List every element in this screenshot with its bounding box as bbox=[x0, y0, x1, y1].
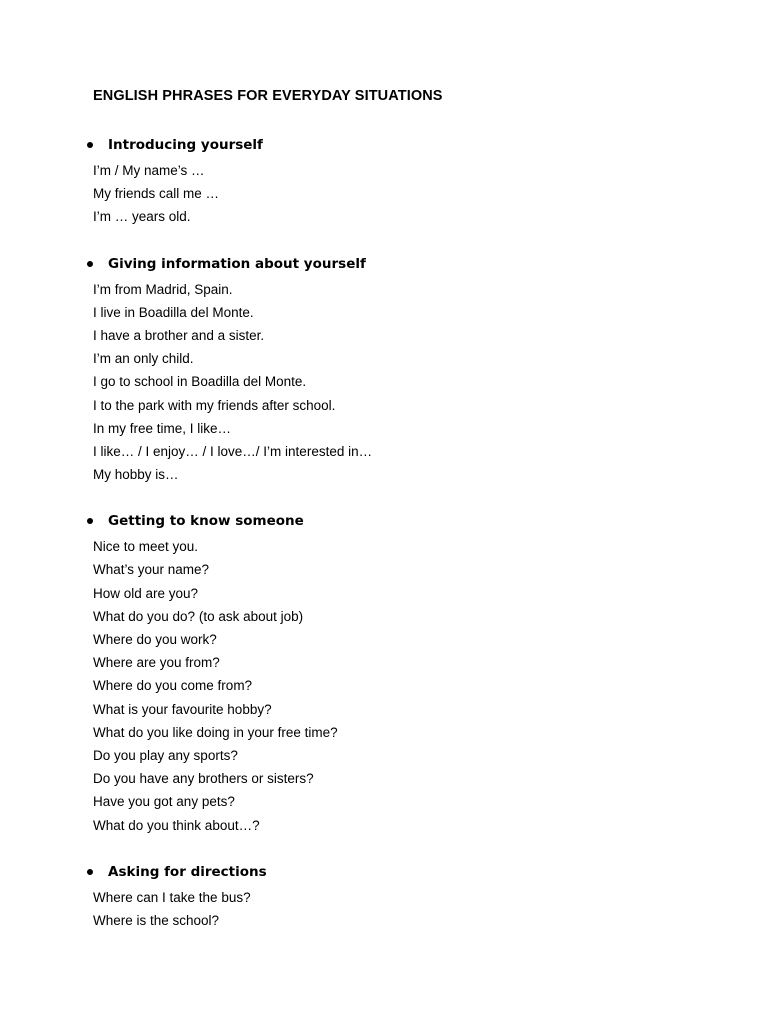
document-page bbox=[93, 86, 733, 956]
phrase-list bbox=[93, 886, 733, 932]
phrase-item: My friends call me … bbox=[93, 186, 220, 202]
section-heading bbox=[87, 134, 733, 156]
phrase-item: Where can I take the bus? bbox=[93, 889, 251, 905]
phrase-item: How old are you? bbox=[93, 585, 199, 601]
phrase-item: Nice to meet you. bbox=[93, 539, 199, 555]
phrase-item: I’m / My name’s … bbox=[93, 163, 205, 178]
bullet-icon bbox=[87, 261, 93, 267]
phrase-item: My hobby is… bbox=[93, 467, 179, 483]
phrase-item: I’m an only child. bbox=[93, 351, 194, 367]
phrase-item: What do you think about…? bbox=[93, 817, 260, 833]
section-heading-text: Giving information about yourself bbox=[108, 255, 366, 272]
phrase-item: What do you like doing in your free time? bbox=[93, 724, 338, 740]
section-heading-text: Introducing yourself bbox=[108, 137, 263, 153]
phrase-item: Do you have any brothers or sisters? bbox=[93, 771, 314, 787]
section-heading bbox=[87, 861, 733, 883]
phrase-list bbox=[93, 535, 733, 836]
phrase-item: I to the park with my friends after school. bbox=[93, 397, 336, 413]
bullet-icon bbox=[87, 142, 93, 148]
section-asking-for-directions bbox=[93, 861, 733, 932]
phrase-item: Have you got any pets? bbox=[93, 794, 235, 810]
section-heading bbox=[87, 253, 733, 275]
phrase-item: Where do you work? bbox=[93, 632, 217, 647]
bullet-icon bbox=[87, 518, 93, 524]
section-heading-text: Asking for directions bbox=[108, 863, 267, 880]
section-giving-information bbox=[93, 253, 733, 487]
section-getting-to-know-someone bbox=[93, 510, 733, 836]
phrase-item: I’m from Madrid, Spain. bbox=[93, 281, 233, 297]
section-heading-text: Getting to know someone bbox=[108, 513, 304, 530]
phrase-item: Where is the school? bbox=[93, 912, 220, 928]
phrase-item: Where do you come from? bbox=[93, 678, 253, 694]
phrase-item: I live in Boadilla del Monte. bbox=[93, 304, 254, 320]
phrase-list bbox=[93, 278, 733, 487]
phrase-item: I have a brother and a sister. bbox=[93, 327, 265, 343]
phrase-item: In my free time, I like… bbox=[93, 420, 232, 436]
section-heading bbox=[87, 510, 733, 532]
bullet-icon bbox=[87, 869, 93, 875]
phrase-item: What is your favourite hobby? bbox=[93, 701, 272, 717]
document-title: ENGLISH PHRASES FOR EVERYDAY SITUATIONS bbox=[93, 88, 443, 104]
phrase-item: I’m … years old. bbox=[93, 209, 191, 225]
phrase-item: What’s your name? bbox=[93, 562, 210, 578]
phrase-item: Do you play any sports? bbox=[93, 747, 238, 763]
section-introducing-yourself bbox=[93, 134, 733, 229]
phrase-item: I go to school in Boadilla del Monte. bbox=[93, 374, 307, 390]
phrase-item: I like… / I enjoy… / I love…/ I’m interested in… bbox=[93, 443, 373, 459]
phrase-item: What do you do? (to ask about job) bbox=[93, 608, 304, 624]
phrase-list bbox=[93, 159, 733, 229]
phrase-item: Where are you from? bbox=[93, 655, 220, 671]
